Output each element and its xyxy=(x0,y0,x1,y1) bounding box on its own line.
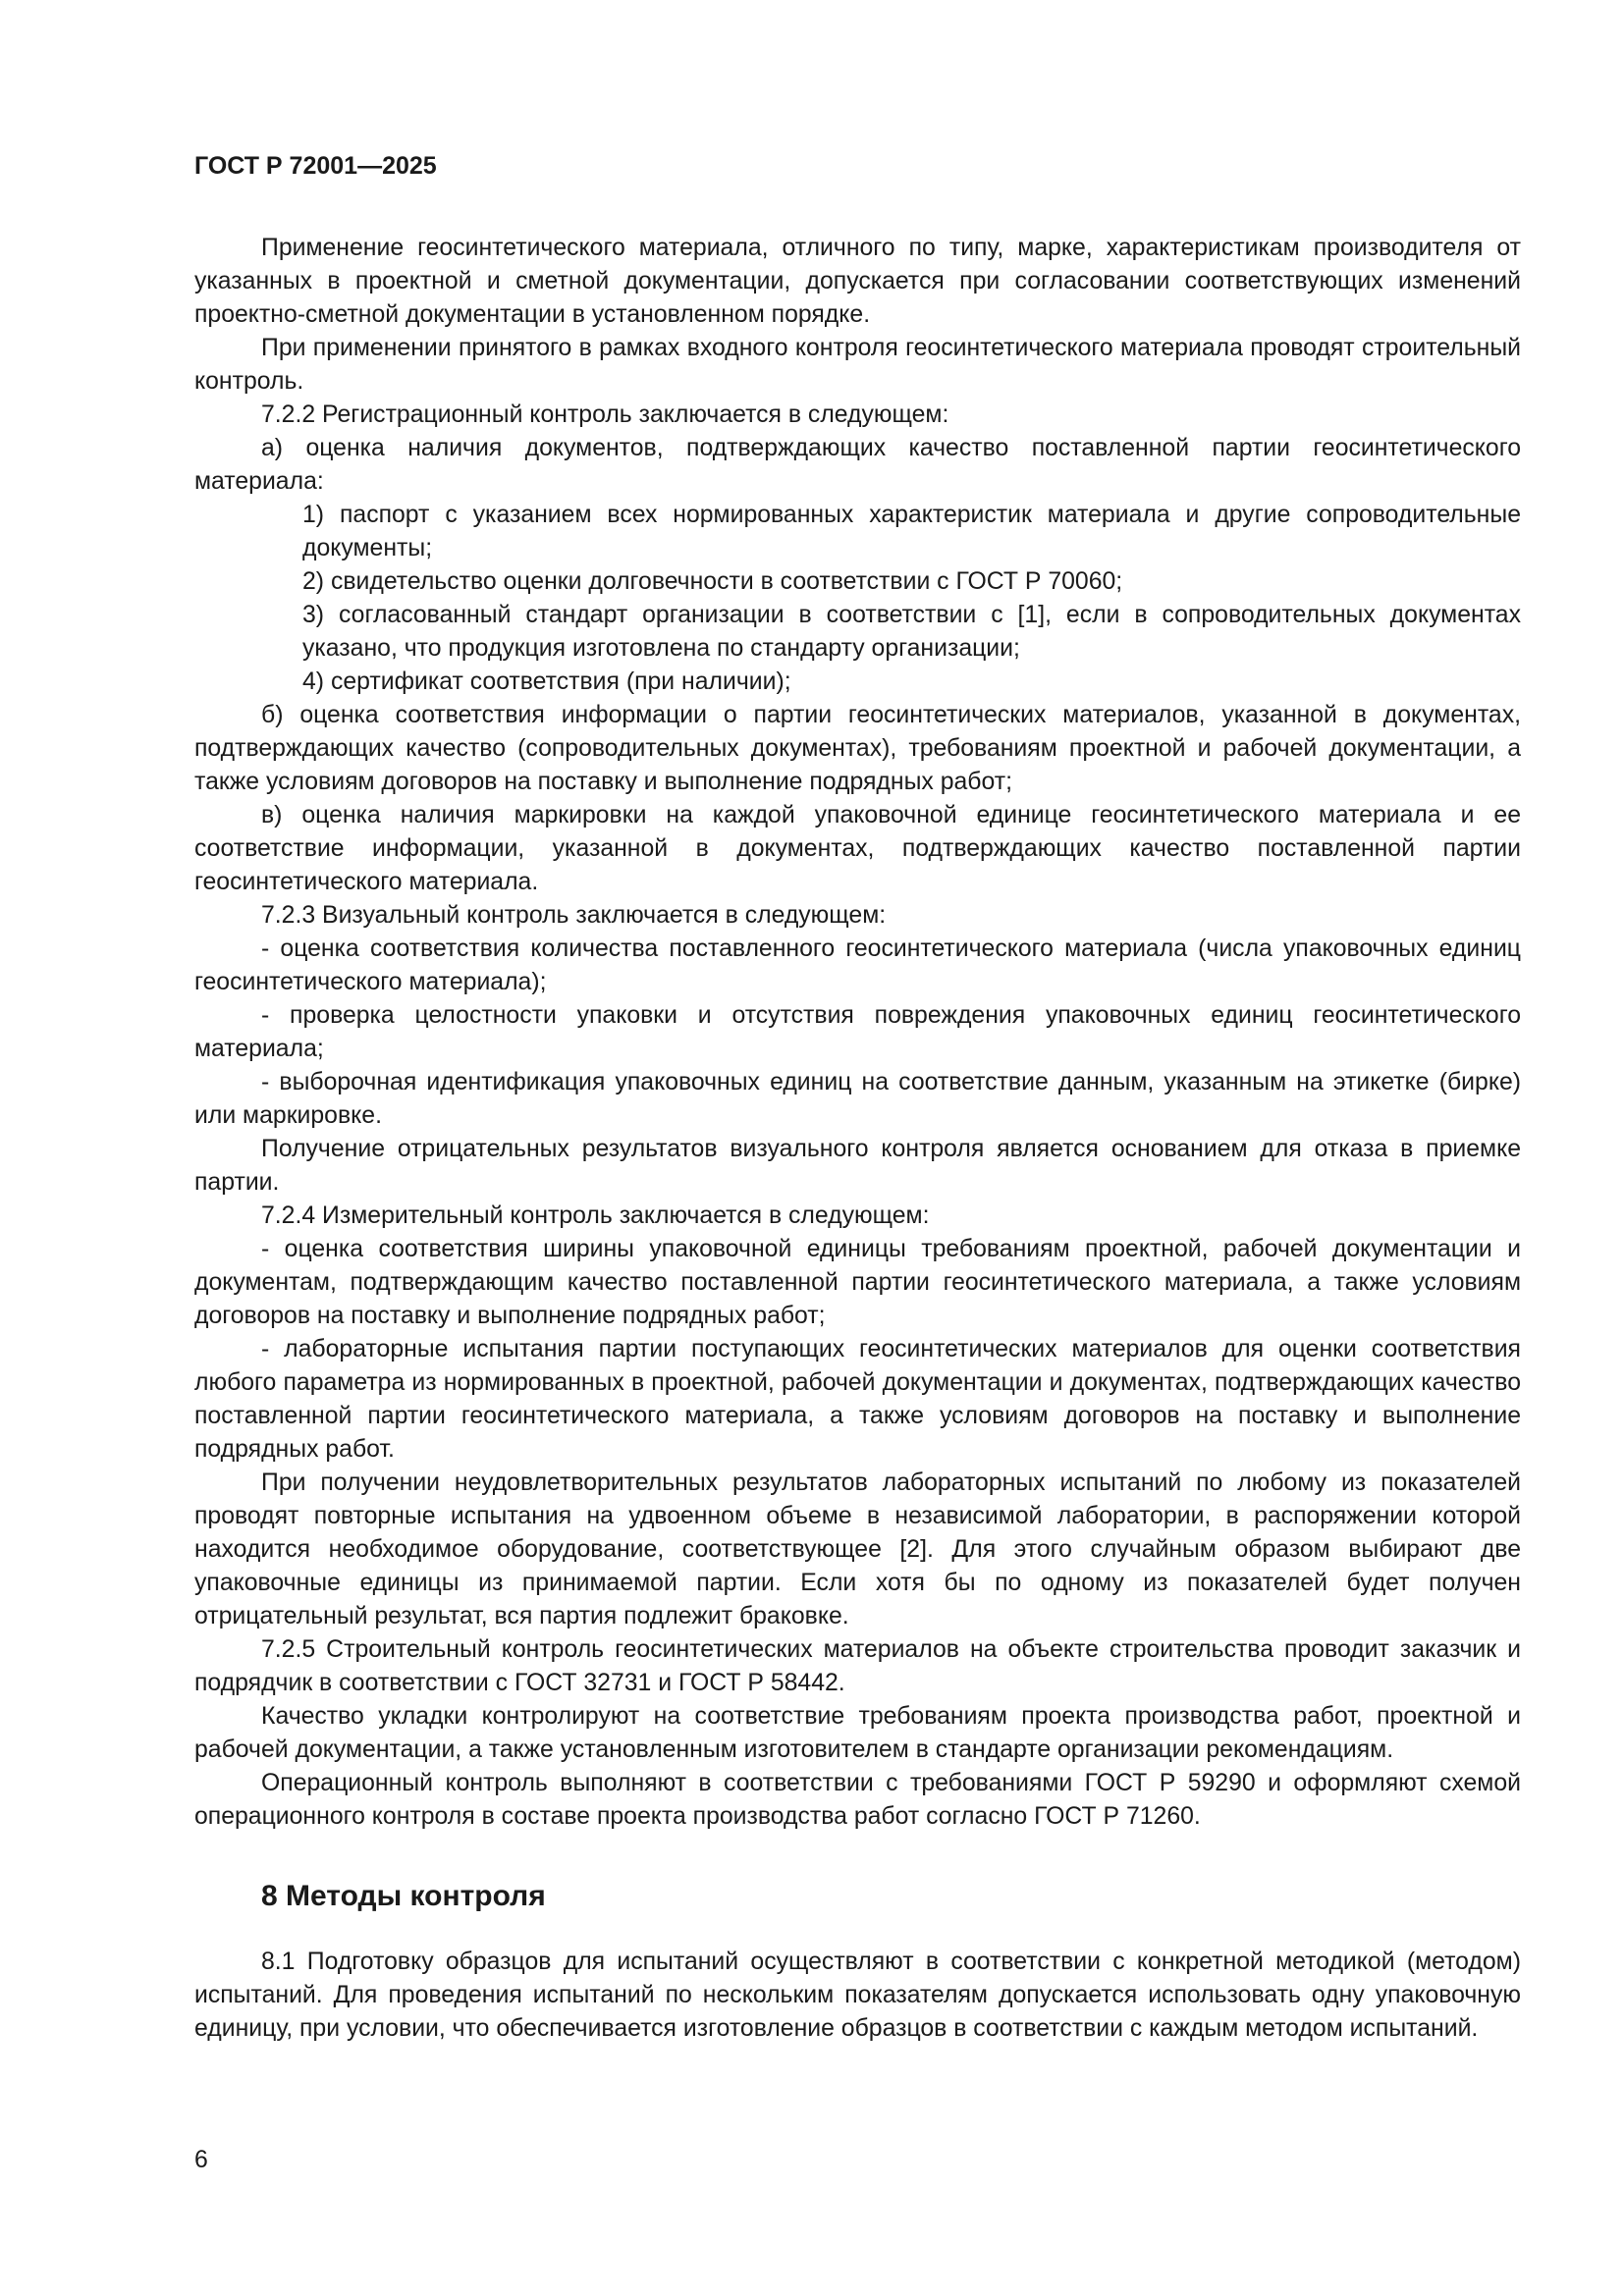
document-header: ГОСТ Р 72001—2025 xyxy=(194,152,437,180)
paragraph: При применении принятого в рамках входного контроля геосинтетического материала проводят строительный контроль. xyxy=(194,335,1521,395)
list-item-a: а) оценка наличия документов, подтверждающих качество поставленной партии геосинтетического материала: xyxy=(194,435,1521,495)
sub-item-1 xyxy=(194,499,1521,565)
dash-item: - оценка соответствия ширины упаковочной единицы требованиям проектной, рабочей документации и документам, подтверждающим качество поставленной партии геосинтетического материала, а также условиям договоров на поставку и выполнение подрядных работ; xyxy=(194,1236,1521,1329)
clause-7-2-4: 7.2.4 Измерительный контроль заключается в следующем: xyxy=(261,1202,930,1229)
dash-item: - оценка соответствия количества поставленного геосинтетического материала (числа упаковочных единиц геосинтетического материала); xyxy=(194,935,1521,995)
sub-item-3: 3) согласованный стандарт организации в соответствии с [1], если в сопроводительных документах указано, что продукция изготовлена по стандарту организации; xyxy=(302,602,1521,662)
clause-7-2-5: 7.2.5 Строительный контроль геосинтетических материалов на объекте строительства проводит заказчик и подрядчик в соответствии с ГОСТ 32731 и ГОСТ Р 58442. xyxy=(194,1636,1521,1696)
dash-item: - выборочная идентификация упаковочных единиц на соответствие данным, указанным на этикетке (бирке) или маркировке. xyxy=(194,1069,1521,1129)
sub-item-4: 4) сертификат соответствия (при наличии); xyxy=(302,668,791,695)
clause-8-1: 8.1 Подготовку образцов для испытаний осуществляют в соответствии с конкретной методикой (методом) испытаний. Для проведения испытаний по нескольким показателям допускается использовать одну упаковочную единицу, при условии, что обеспечивается изготовление образцов в соответствии с каждым методом испытаний. xyxy=(194,1949,1521,2042)
dash-item: - проверка целостности упаковки и отсутствия повреждения упаковочных единиц геосинтетического материала; xyxy=(194,1002,1521,1062)
dash-item: - лабораторные испытания партии поступающих геосинтетических материалов для оценки соответствия любого параметра из нормированных в проектной, рабочей документации и документах, подтверждающих качество поставленной партии геосинтетического материала, а также условиям договоров на поставку и выполнение подрядных работ. xyxy=(194,1336,1521,1463)
list-item-v: в) оценка наличия маркировки на каждой упаковочной единице геосинтетического материала и ее соответствие информации, указанной в документах, подтверждающих качество поставленной партии геосинтетического материала. xyxy=(194,802,1521,895)
paragraph: Качество укладки контролируют на соответствие требованиям проекта производства работ, проектной и рабочей документации, а также установленным изготовителем в стандарте организации рекомендациям. xyxy=(194,1703,1521,1763)
paragraph: При получении неудовлетворительных результатов лабораторных испытаний по любому из показателей проводят повторные испытания на удвоенном объеме в независимой лаборатории, в распоряжении которой находится необходимое оборудование, соответствующее [2]. Для этого случайным образом выбирают две упаковочные единицы из принимаемой партии. Если хотя бы по одному из показателей будет получен отрицательный результат, вся партия подлежит браковке. xyxy=(194,1469,1521,1629)
list-item-b: б) оценка соответствия информации о партии геосинтетических материалов, указанной в документах, подтверждающих качество (сопроводительных документах), требованиям проектной и рабочей документации, а также условиям договоров на поставку и выполнение подрядных работ; xyxy=(194,702,1521,795)
sub-item-1-text: 1) паспорт с указанием всех нормированных характеристик материала и другие сопроводительные документы; xyxy=(302,502,1521,561)
section-heading: 8 Методы контроля xyxy=(261,1880,546,1912)
paragraph: Применение геосинтетического материала, отличного по типу, марке, характеристикам производителя от указанных в проектной и сметной документации, допускается при согласовании соответствующих изменений проектно-сметной документации в установленном порядке. xyxy=(194,235,1521,328)
sub-item-2: 2) свидетельство оценки долговечности в соответствии с ГОСТ Р 70060; xyxy=(302,568,1123,595)
page-number: 6 xyxy=(194,2147,208,2173)
clause-7-2-2: 7.2.2 Регистрационный контроль заключается в следующем: xyxy=(261,401,949,428)
clause-7-2-3: 7.2.3 Визуальный контроль заключается в следующем: xyxy=(261,902,887,929)
paragraph: Получение отрицательных результатов визуального контроля является основанием для отказа в приемке партии. xyxy=(194,1136,1521,1196)
paragraph: Операционный контроль выполняют в соответствии с требованиями ГОСТ Р 59290 и оформляют схемой операционного контроля в составе проекта производства работ согласно ГОСТ Р 71260. xyxy=(194,1770,1521,1830)
